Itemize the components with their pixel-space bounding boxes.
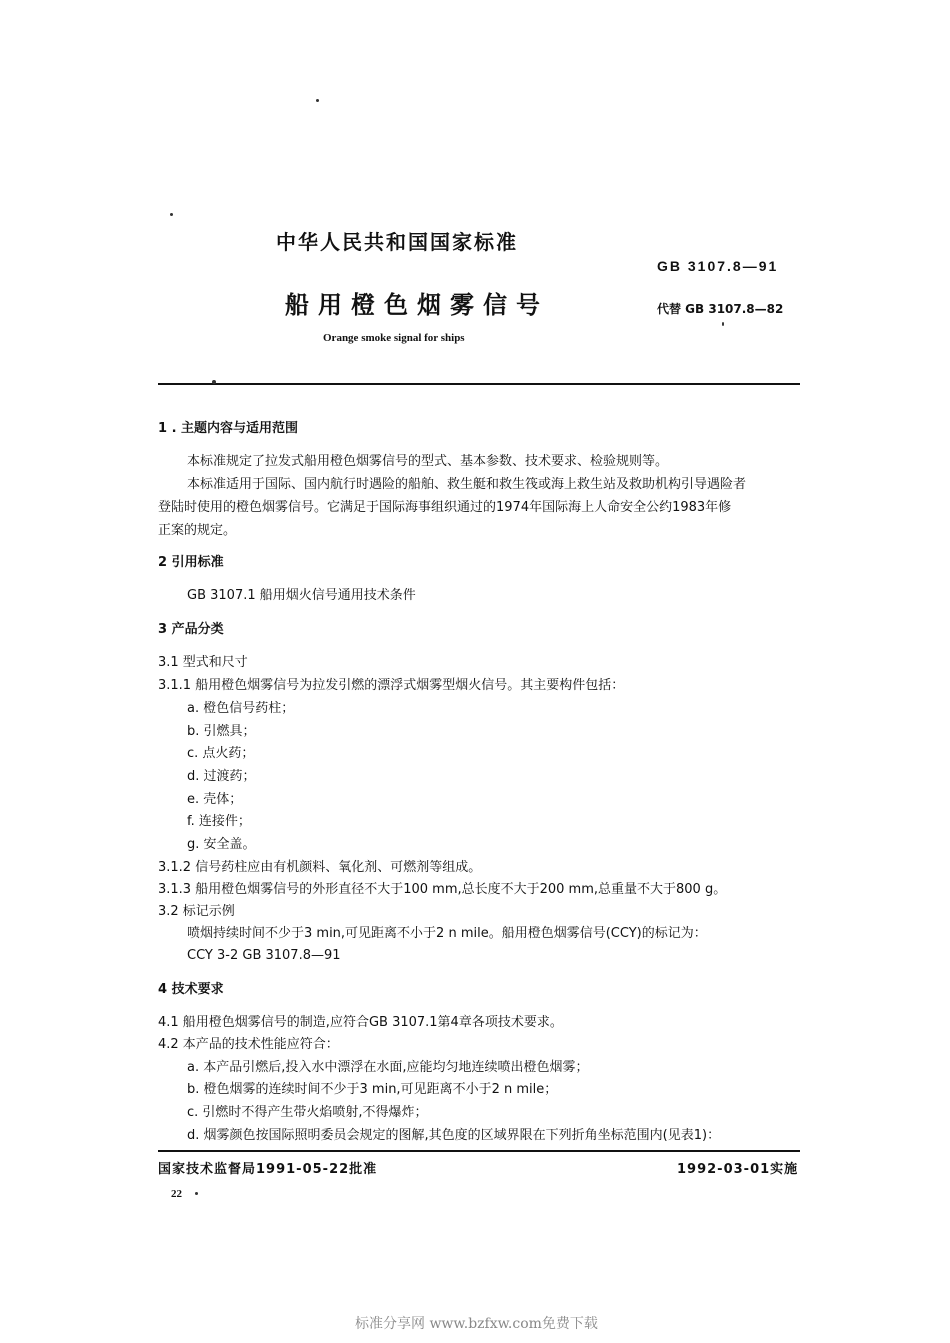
scan-speck: [195, 1192, 198, 1195]
body-line: 登陆时使用的橙色烟雾信号。它满足于国际海事组织通过的1974年国际海上人命安全公约1983年修: [158, 500, 732, 515]
scan-speck: [170, 213, 173, 216]
body-line: 正案的规定。: [158, 523, 237, 538]
body-line: GB 3107.1 船用烟火信号通用技术条件: [187, 588, 416, 603]
approval-date: 国家技术监督局1991-05-22批准: [158, 1162, 378, 1177]
section-heading-1: 1 . 主题内容与适用范围: [158, 421, 299, 436]
body-line: 喷烟持续时间不少于3 min,可见距离不小于2 n mile。船用橙色烟雾信号(CCY)的标记为：: [187, 926, 707, 941]
document-title-en: Orange smoke signal for ships: [323, 332, 465, 344]
list-item: g. 安全盖。: [187, 837, 256, 852]
scan-speck: [212, 380, 216, 384]
list-item: b. 橙色烟雾的连续时间不少于3 min,可见距离不小于2 n mile；: [187, 1082, 558, 1097]
scan-speck: [722, 322, 724, 326]
clause-line: 3.2 标记示例: [158, 904, 235, 919]
section-heading-2: 2 引用标准: [158, 555, 224, 570]
standard-org-title: 中华人民共和国国家标准: [276, 230, 518, 254]
list-item: b. 引燃具；: [187, 724, 256, 739]
header-rule: [158, 383, 800, 385]
clause-line: 3.1.3 船用橙色烟雾信号的外形直径不大于100 mm,总长度不大于200 mm,总重量不大于800 g。: [158, 882, 727, 897]
clause-line: 4.1 船用橙色烟雾信号的制造,应符合GB 3107.1第4章各项技术要求。: [158, 1015, 563, 1030]
list-item: c. 引燃时不得产生带火焰喷射,不得爆炸；: [187, 1105, 428, 1120]
list-item: d. 过渡药；: [187, 769, 256, 784]
replaces-standard: 代替 GB 3107.8—82: [657, 302, 784, 316]
body-line: 本标准规定了拉发式船用橙色烟雾信号的型式、基本参数、技术要求、检验规则等。: [187, 454, 669, 469]
footer-rule: [158, 1150, 800, 1152]
watermark-text: 标准分享网 www.bzfxw.com免费下载: [355, 1316, 598, 1332]
clause-line: 3.1.2 信号药柱应由有机颜料、氧化剂、可燃剂等组成。: [158, 860, 482, 875]
list-item: c. 点火药；: [187, 746, 255, 761]
list-item: f. 连接件；: [187, 814, 251, 829]
list-item: d. 烟雾颜色按国际照明委员会规定的图解,其色度的区域界限在下列折角坐标范围内(见表1)：: [187, 1128, 721, 1143]
implementation-date: 1992-03-01实施: [677, 1162, 799, 1177]
scan-speck: [316, 99, 319, 102]
page-number: 22: [171, 1188, 182, 1200]
document-title-cn: 船用橙色烟雾信号: [285, 291, 549, 319]
clause-line: 3.1 型式和尺寸: [158, 655, 248, 670]
standard-code: GB 3107.8—91: [657, 258, 779, 274]
list-item: a. 橙色信号药柱；: [187, 701, 295, 716]
clause-line: 4.2 本产品的技术性能应符合：: [158, 1037, 339, 1052]
clause-line: 3.1.1 船用橙色烟雾信号为拉发引燃的漂浮式烟雾型烟火信号。其主要构件包括：: [158, 678, 625, 693]
body-line: 本标准适用于国际、国内航行时遇险的船舶、救生艇和救生筏或海上救生站及救助机构引导遇险者: [187, 477, 747, 492]
body-line: CCY 3-2 GB 3107.8—91: [187, 948, 341, 963]
list-item: e. 壳体；: [187, 792, 243, 807]
section-heading-3: 3 产品分类: [158, 622, 224, 637]
section-heading-4: 4 技术要求: [158, 982, 224, 997]
list-item: a. 本产品引燃后,投入水中漂浮在水面,应能均匀地连续喷出橙色烟雾；: [187, 1060, 589, 1075]
